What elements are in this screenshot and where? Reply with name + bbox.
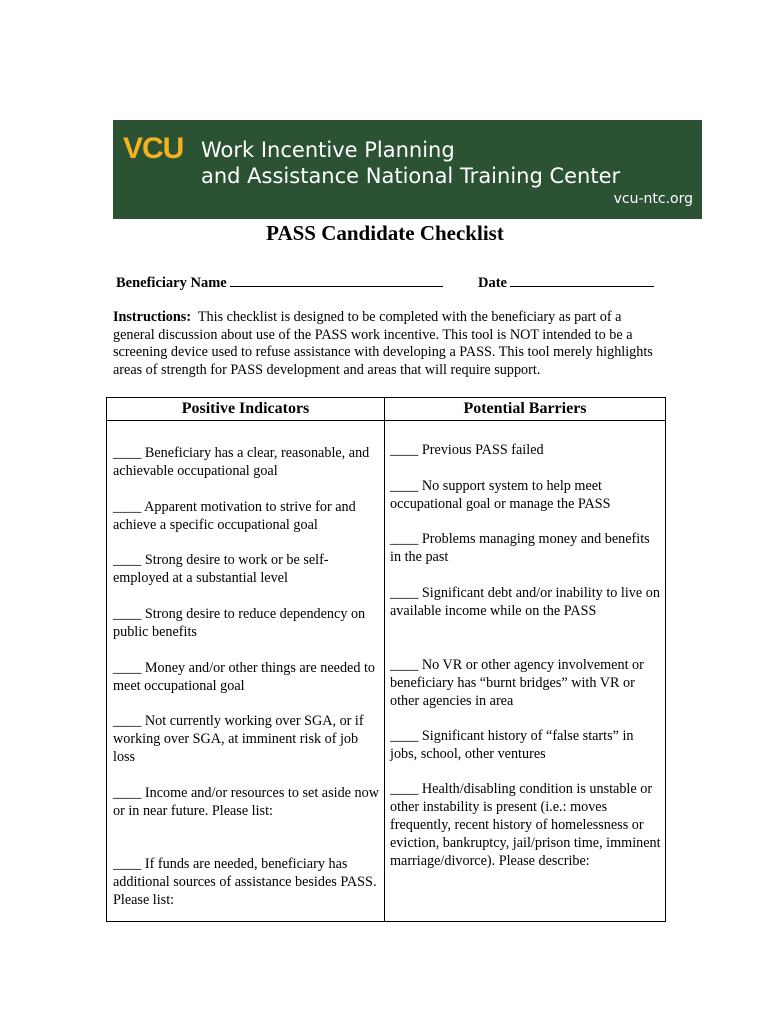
header-banner xyxy=(113,120,702,219)
potential-barrier-item[interactable]: ____ Previous PASS failed xyxy=(390,442,544,458)
potential-barrier-item[interactable]: ____ No VR or other agency involvement or beneficiary has “burnt bridges” with VR or other agencies in area xyxy=(390,657,644,709)
banner-website: vcu-ntc.org xyxy=(613,191,693,207)
potential-barriers-header: Potential Barriers xyxy=(385,398,666,421)
instructions-paragraph xyxy=(113,309,665,379)
positive-indicator-item[interactable]: ____ Beneficiary has a clear, reasonable, and achievable occupational goal xyxy=(113,445,370,479)
date-label: Date xyxy=(478,275,507,291)
potential-barrier-item[interactable]: ____ Significant history of “false starts” in jobs, school, other ventures xyxy=(390,728,634,762)
positive-indicator-item[interactable]: ____ If funds are needed, beneficiary has additional sources of assistance besides PASS. Please list: xyxy=(113,856,377,908)
potential-barrier-item[interactable]: ____ No support system to help meet occupational goal or manage the PASS xyxy=(390,478,611,512)
potential-barriers-column xyxy=(385,421,666,922)
positive-indicators-header: Positive Indicators xyxy=(107,398,385,421)
positive-indicator-item[interactable]: ____ Income and/or resources to set aside now or in near future. Please list: xyxy=(113,785,379,819)
positive-indicator-item[interactable]: ____ Strong desire to reduce dependency on public benefits xyxy=(113,606,366,640)
date-blank[interactable] xyxy=(510,272,654,287)
beneficiary-name-label: Beneficiary Name xyxy=(116,275,227,291)
date-field[interactable] xyxy=(478,272,654,292)
positive-indicator-item[interactable]: ____ Strong desire to work or be self-employed at a substantial level xyxy=(113,552,329,586)
positive-indicators-column xyxy=(107,421,385,922)
beneficiary-name-field[interactable] xyxy=(116,272,443,292)
potential-barrier-item[interactable]: ____ Problems managing money and benefits in the past xyxy=(390,531,650,565)
page-title: PASS Candidate Checklist xyxy=(266,221,504,245)
checklist-table xyxy=(106,397,666,922)
banner-title-line-1: Work Incentive Planning xyxy=(201,138,455,162)
instructions-label: Instructions: xyxy=(113,309,192,325)
beneficiary-name-blank[interactable] xyxy=(230,272,443,287)
potential-barrier-item[interactable]: ____ Significant debt and/or inability to live on available income while on the PASS xyxy=(390,585,660,619)
potential-barrier-item[interactable]: ____ Health/disabling condition is unstable or other instability is present (i.e.: moves frequently, recent history of homelessness or eviction, bankruptcy, jail/prison time, imminent marriage/divorce). Please describe: xyxy=(390,781,661,869)
positive-indicator-item[interactable]: ____ Money and/or other things are needed to meet occupational goal xyxy=(113,660,376,694)
vcu-logo: VCU xyxy=(123,132,184,165)
banner-title-line-2: and Assistance National Training Center xyxy=(201,164,621,188)
positive-indicator-item[interactable]: ____ Not currently working over SGA, or if working over SGA, at imminent risk of job loss xyxy=(113,713,364,765)
positive-indicator-item[interactable]: ____ Apparent motivation to strive for and achieve a specific occupational goal xyxy=(113,499,356,533)
instructions-text: This checklist is designed to be completed with the beneficiary as part of a general discussion about use of the PASS work incentive. This tool is NOT intended to be a screening device used to refuse assistance with developing a PASS. This tool merely highlights areas of strength for PASS development and areas that will require support. xyxy=(113,309,653,378)
